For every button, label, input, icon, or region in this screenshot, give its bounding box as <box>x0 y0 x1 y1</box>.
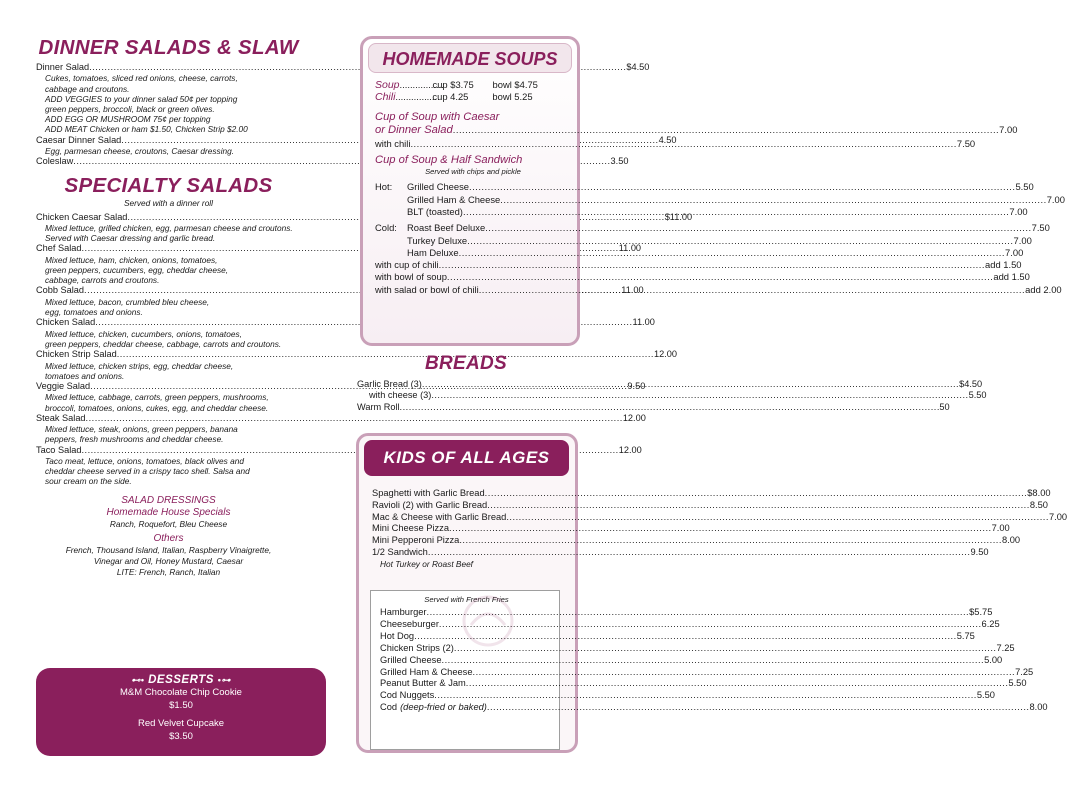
item-price: 11.00 <box>618 243 642 254</box>
item-price: 8.50 <box>1029 499 1048 510</box>
item-price: 5.50 <box>1015 181 1034 193</box>
item-name: Mini Cheese Pizza <box>372 523 449 534</box>
item-name: with bowl of soup <box>375 271 447 283</box>
flourish-right-icon: •⊶ <box>217 675 231 685</box>
menu-item-row <box>375 234 1032 247</box>
item-price: 6.25 <box>981 618 1000 629</box>
menu-item-row <box>372 511 1067 524</box>
item-name: Chicken Strips (2) <box>380 642 454 653</box>
item-name: Coleslaw <box>36 156 74 167</box>
group-label: Hot: <box>375 181 393 193</box>
item-name: with salad or bowl of chili <box>375 283 479 295</box>
item-description: Mixed lettuce, chicken, cucumbers, onions, tomatoes, <box>45 328 242 339</box>
dressings-others-line-3: LITE: French, Ranch, Italian <box>116 566 221 577</box>
fries-box <box>370 590 1048 750</box>
menu-item-row <box>375 259 1022 271</box>
group-label <box>375 206 407 218</box>
item-price: 9.50 <box>970 546 989 557</box>
dot-leader <box>442 655 985 667</box>
item-price: 5.50 <box>1008 678 1027 689</box>
item-description: ADD MEAT Chicken or ham $1.50, Chicken Strip $2.00 <box>45 124 248 135</box>
item-price: 7.00 <box>1009 205 1028 217</box>
menu-item-row <box>36 62 650 73</box>
soup-caesar-row <box>375 124 1018 138</box>
item-name: Hamburger <box>380 607 427 617</box>
sandwich-note: Hot Turkey or Roast Beef <box>380 558 473 569</box>
kids-title: KIDS OF ALL AGES <box>383 448 550 467</box>
item-price: 7.00 <box>1046 193 1065 205</box>
menu-item-row <box>36 349 677 360</box>
item-price: 7.25 <box>996 642 1015 653</box>
item-name: with cup of chili <box>375 259 439 271</box>
item-price: $11.00 <box>664 211 693 222</box>
salad-dressings <box>36 495 301 578</box>
dessert-item-name: Red Velvet Cupcake <box>137 718 225 729</box>
item-price: add 1.50 <box>985 259 1022 271</box>
menu-item-row <box>36 412 646 424</box>
item-name: Chicken Strip Salad <box>36 349 117 360</box>
item-name: Taco Salad <box>36 444 82 455</box>
item-name: BLT (toasted) <box>407 205 463 217</box>
item-price: 3.50 <box>610 156 629 167</box>
item-price: add 2.00 <box>1025 283 1062 295</box>
item-description: Mixed lettuce, steak, onions, green peppers, banana <box>45 424 238 435</box>
item-description: Mixed lettuce, bacon, crumbled bleu cheese, <box>45 296 210 307</box>
fries-note: Served with French Fries <box>424 595 509 604</box>
item-price: 7.50 <box>956 137 976 149</box>
soup-caesar-title: Cup of Soup with Caesar <box>375 110 500 123</box>
item-price: add 1.50 <box>993 271 1030 283</box>
menu-item-row <box>380 678 1027 690</box>
item-description: Mixed lettuce, ham, chicken, onions, tomatoes, <box>45 254 218 265</box>
group-label: Cold: <box>375 222 397 234</box>
item-price: 5.00 <box>984 654 1003 665</box>
item-description: Taco meat, lettuce, onions, tomatoes, black olives and <box>45 455 244 466</box>
dot-leader <box>439 259 985 271</box>
soup-caesar-title-2: or Dinner Salad <box>375 124 453 137</box>
item-price: 7.00 <box>1048 511 1067 522</box>
item-name: Ravioli (2) with Garlic Bread <box>372 499 488 510</box>
item-name: Caesar Dinner Salad <box>36 134 122 145</box>
item-name: Mac & Cheese with Garlic Bread <box>372 511 507 522</box>
item-description: broccoli, tomatoes, onions, cukes, egg, and cheddar cheese. <box>45 402 269 413</box>
item-price: 8.00 <box>1001 535 1021 546</box>
dot-leader <box>485 222 1031 234</box>
half-sandwich-note: Served with chips and pickle <box>425 167 521 177</box>
item-description: ADD VEGGIES to your dinner salad 50¢ per topping <box>45 93 238 104</box>
dot-leader <box>447 271 993 283</box>
item-price: 7.00 <box>1013 234 1032 246</box>
item-price: 9.50 <box>627 380 646 391</box>
item-description: green peppers, cheddar cheese, cabbage, carrots and croutons. <box>45 338 282 349</box>
soups-title: HOMEMADE SOUPS <box>382 49 558 69</box>
menu-item-row <box>372 546 989 559</box>
group-label <box>375 194 407 206</box>
item-name: Cod Nuggets <box>380 690 435 701</box>
item-name: Garlic Bread (3) <box>357 379 422 389</box>
item-price: 11.00 <box>621 285 644 296</box>
dressings-others-line-1: French, Thousand Island, Italian, Raspberry Vinaigrette, <box>65 544 272 555</box>
item-price: 12.00 <box>618 444 642 455</box>
item-description: Mixed lettuce, cabbage, carrots, green peppers, mushrooms, <box>45 392 269 403</box>
dressings-others-title: Others <box>153 532 184 544</box>
logo-watermark-icon <box>453 593 523 653</box>
soup-line-name: Chili <box>375 91 396 104</box>
item-name: Chef Salad <box>36 243 82 254</box>
menu-item-row <box>36 444 642 456</box>
dot-leader <box>473 667 1016 679</box>
menu-item-row <box>372 488 1051 500</box>
item-name: 1/2 Sandwich <box>372 546 428 557</box>
item-description: egg, tomatoes and onions. <box>45 307 143 318</box>
item-price: $8.00 <box>1027 488 1051 498</box>
item-description: sour cream on the side. <box>45 476 132 487</box>
item-price: $4.50 <box>626 62 650 72</box>
item-name: Dinner Salad <box>36 62 90 72</box>
dot-leader <box>469 181 1015 193</box>
item-description: green peppers, cucumbers, egg, cheddar cheese, <box>45 265 229 276</box>
item-price: 12.00 <box>622 412 646 423</box>
specialty-salads-note: Served with a dinner roll <box>123 197 213 208</box>
dessert-item-price: $3.50 <box>169 730 193 742</box>
dot-leader <box>86 413 623 424</box>
item-description: tomatoes and onions. <box>45 370 125 381</box>
dot-leader <box>422 379 959 390</box>
chili-price-line: Chili ................. cup 4.25 bowl 5.25 <box>375 91 533 104</box>
item-description: Cukes, tomatoes, sliced red onions, cheese, carrots, <box>45 73 238 84</box>
item-price: 7.25 <box>1015 666 1034 677</box>
item-price: 12.00 <box>653 349 677 360</box>
specialty-salads-title: SPECIALTY SALADS <box>64 173 273 197</box>
soup-line-name: Soup <box>375 79 400 91</box>
kids-content <box>372 488 1067 569</box>
item-description: Mixed lettuce, grilled chicken, egg, parmesan cheese and croutons. <box>45 223 293 234</box>
soups-header <box>368 43 572 73</box>
menu-item-row <box>375 181 1034 193</box>
dot-leader <box>506 512 1049 524</box>
dessert-item-name: M&M Chocolate Chip Cookie <box>120 687 242 698</box>
menu-item-row <box>372 523 1010 535</box>
item-price: 7.50 <box>1031 222 1050 234</box>
item-description: ADD EGG OR MUSHROOM 75¢ per topping <box>45 114 211 125</box>
item-description: Mixed lettuce, chicken strips, egg, cheddar cheese, <box>45 360 234 371</box>
soup-cup-price: cup $3.75 <box>432 79 474 90</box>
menu-item-row <box>375 271 1030 283</box>
dressings-house-list: Ranch, Roquefort, Bleu Cheese <box>109 518 228 529</box>
item-name: Grilled Cheese <box>407 181 470 193</box>
chili-bowl-price: bowl 5.25 <box>492 91 533 103</box>
dot-leader <box>459 247 1005 259</box>
item-description: Served with Caesar dressing and garlic bread. <box>45 233 216 244</box>
item-price: 7.00 <box>991 523 1010 534</box>
dot-leader <box>466 678 1009 690</box>
item-name: Roast Beef Deluxe <box>407 222 486 234</box>
dot-leader <box>434 690 977 702</box>
breads-title: BREADS <box>424 353 508 374</box>
item-description: peppers, fresh mushrooms and cheddar cheese. <box>45 434 224 445</box>
item-description: cabbage and croutons. <box>45 83 130 94</box>
menu-item-row <box>36 317 655 328</box>
desserts-title: DESSERTS <box>148 674 214 686</box>
item-price: .50 <box>936 401 950 412</box>
item-name: with chili <box>375 137 411 149</box>
item-price: 5.75 <box>956 630 975 641</box>
item-name: Veggie Salad <box>36 380 91 391</box>
menu-item-row <box>372 499 1048 512</box>
dressings-house-title: Homemade House Specials <box>106 506 231 518</box>
item-name: Turkey Deluxe <box>407 234 468 246</box>
item-price: $5.75 <box>969 607 993 617</box>
item-name: Chicken Salad <box>36 317 96 328</box>
item-name: Grilled Ham & Cheese <box>407 193 501 205</box>
item-qualifier: (deep-fried or baked) <box>400 702 487 713</box>
dot-leader <box>500 194 1046 206</box>
menu-item-row <box>372 535 1021 547</box>
item-name: Spaghetti with Garlic Bread <box>372 488 485 498</box>
dot-leader <box>487 702 1030 714</box>
group-label <box>375 235 407 247</box>
item-price: 11.00 <box>632 317 655 328</box>
item-price: 5.50 <box>968 390 987 401</box>
dot-leader <box>428 547 971 559</box>
item-name: Cheeseburger <box>380 618 439 629</box>
menu-item-row <box>380 702 1048 714</box>
kids-header <box>364 440 569 476</box>
dressings-title: SALAD DRESSINGS <box>121 494 216 506</box>
item-price: 7.00 <box>1005 246 1024 258</box>
item-name: Mini Pepperoni Pizza <box>372 535 460 546</box>
menu-item-row <box>380 690 995 702</box>
soup-bowl-price: bowl $4.75 <box>492 79 538 90</box>
flourish-left-icon: ⊷• <box>131 675 145 685</box>
group-label <box>375 247 407 259</box>
item-name: Cobb Salad <box>36 285 85 296</box>
menu-item-row <box>357 390 987 401</box>
item-price: $4.50 <box>959 379 983 389</box>
item-price: 5.50 <box>976 690 995 701</box>
item-name: Steak Salad <box>36 412 86 423</box>
item-description: cabbage, carrots and croutons. <box>45 275 160 286</box>
item-name: with cheese (3) <box>369 390 432 401</box>
item-name: Hot Dog <box>380 630 415 641</box>
menu-item-row <box>375 222 1050 234</box>
soup-price-line: Soup ................. cup $3.75 bowl $4.75 <box>375 79 538 91</box>
desserts-panel <box>36 668 326 756</box>
item-name: Ham Deluxe <box>407 246 459 258</box>
desserts-heading <box>36 673 326 687</box>
item-name: Warm Roll <box>357 401 400 412</box>
dot-leader <box>479 284 1025 296</box>
dessert-item-price: $1.50 <box>169 699 193 711</box>
item-description: Egg, parmesan cheese, croutons, Caesar dressing. <box>45 146 235 157</box>
menu-item-row <box>375 193 1065 206</box>
dot-leader <box>463 206 1009 218</box>
soup-caesar-price: 7.00 <box>999 124 1018 136</box>
dinner-salads-title: DINNER SALADS & SLAW <box>38 36 299 59</box>
item-name: Chicken Caesar Salad <box>36 211 128 222</box>
item-name: Grilled Ham & Cheese <box>380 666 473 677</box>
item-description: cheddar cheese served in a crispy taco shell. Salsa and <box>45 466 250 477</box>
menu-item-row <box>380 666 1034 679</box>
dot-leader <box>454 643 997 655</box>
item-name: Grilled Cheese <box>380 654 442 665</box>
dot-leader <box>487 500 1030 512</box>
item-name: Cod <box>380 702 398 713</box>
chili-cup-price: cup 4.25 <box>432 91 469 103</box>
item-description: green peppers, broccoli, black or green olives. <box>45 104 215 115</box>
dot-leader <box>459 535 1002 547</box>
dressings-others-line-2: Vinegar and Oil, Honey Mustard, Caesar <box>93 555 244 566</box>
item-price: 4.50 <box>658 134 677 145</box>
item-price: 8.00 <box>1029 702 1048 713</box>
dot-leader <box>400 402 937 413</box>
dot-leader <box>485 488 1028 500</box>
item-name: Peanut Butter & Jam <box>380 678 466 689</box>
dot-leader <box>467 235 1013 247</box>
kids-list <box>372 488 1067 559</box>
menu-item-row <box>380 654 1003 667</box>
dot-leader <box>431 390 968 401</box>
dot-leader <box>449 523 992 535</box>
menu-item-row <box>357 401 950 413</box>
half-sandwich-title: Cup of Soup & Half Sandwich <box>375 153 523 166</box>
